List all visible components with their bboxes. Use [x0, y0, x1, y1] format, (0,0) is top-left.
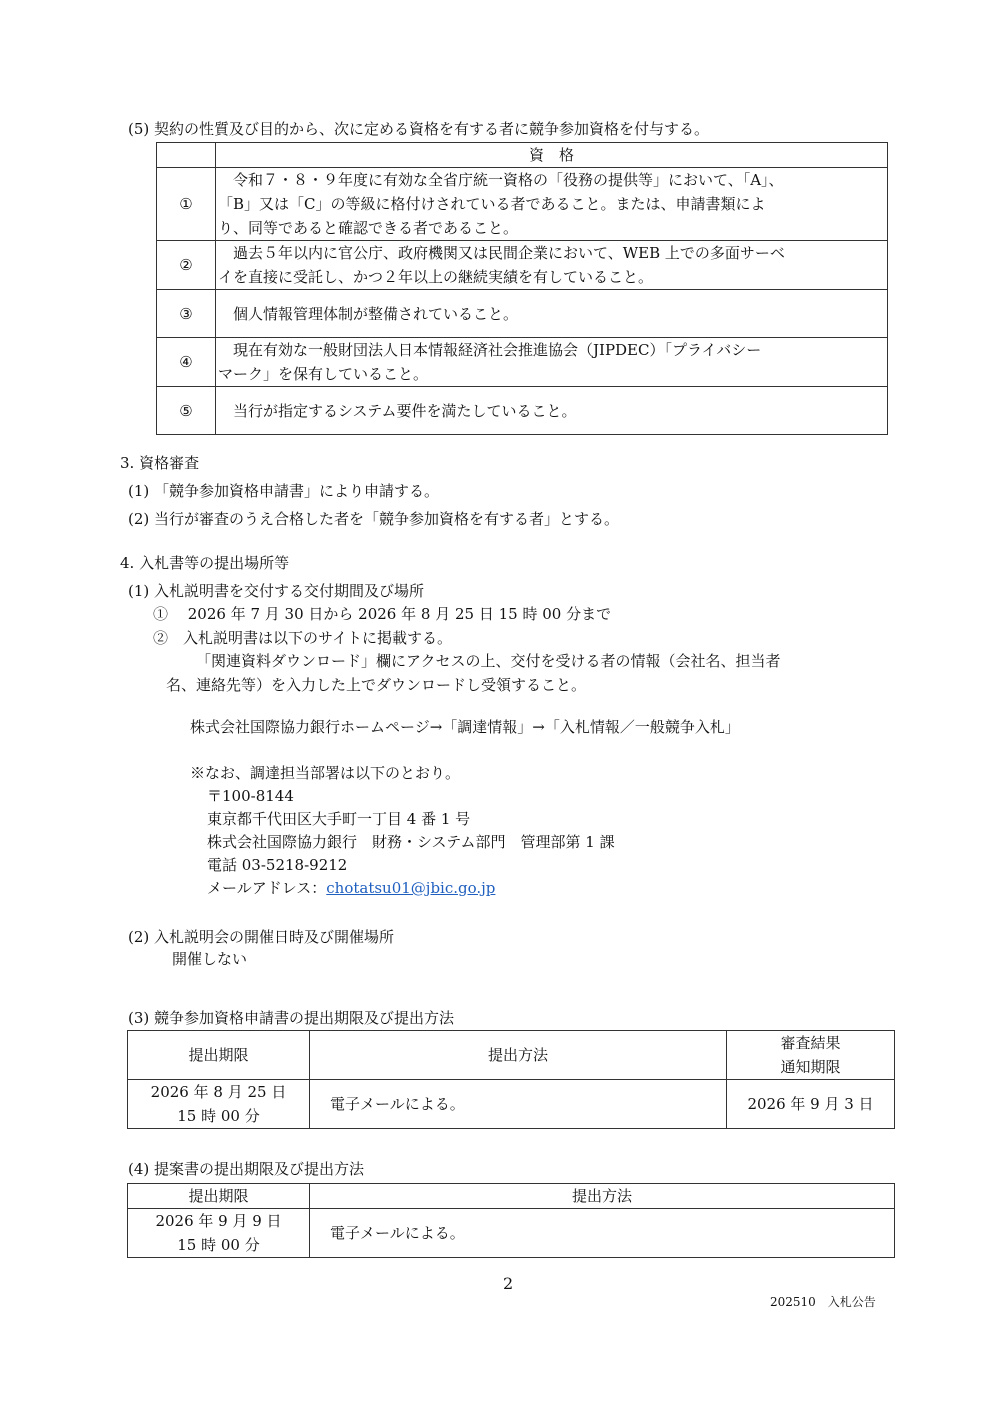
application-deadline-table — [127, 1030, 895, 1129]
row-text: イを直接に受託し、かつ２年以上の継続実績を有していること。 — [218, 268, 654, 286]
row-number: ⑤ — [157, 387, 216, 435]
section4-1-desc: 「関連資料ダウンロード」欄にアクセスの上、交付を受ける者の情報（会社名、担当者 — [196, 652, 781, 670]
section4-heading: 4. 入札書等の提出場所等 — [120, 554, 290, 572]
email-label: メールアドレス： — [207, 879, 327, 897]
table-row — [157, 338, 888, 387]
section3-item1: (1) 「競争参加資格申請書」により申請する。 — [128, 482, 440, 500]
table-row — [128, 1209, 895, 1258]
section4-2-heading: (2) 入札説明会の開催日時及び開催場所 — [128, 928, 395, 946]
table-row — [157, 387, 888, 435]
section4-3-heading: (3) 競争参加資格申請書の提出期限及び提出方法 — [128, 1009, 455, 1027]
section4-2-value: 開催しない — [172, 950, 248, 968]
section4-1-item2: ② 入札説明書は以下のサイトに掲載する。 — [153, 629, 452, 647]
method-text: 電子メールによる。 — [330, 1224, 465, 1242]
contact-email-row — [207, 881, 495, 896]
row-text: 過去５年以内に官公庁、政府機関又は民間企業において、WEB 上での多面サーベ — [218, 244, 785, 262]
row-number: ③ — [157, 290, 216, 338]
email-link[interactable]: chotatsu01@jbic.go.jp — [326, 879, 496, 897]
page-number: 2 — [503, 1274, 514, 1293]
document-code: 202510 入札公告 — [770, 1295, 876, 1309]
qualification-heading: (5) 契約の性質及び目的から、次に定める資格を有する者に競争参加資格を付与する。 — [128, 120, 710, 138]
section4-1-heading: (1) 入札説明書を交付する交付期間及び場所 — [128, 582, 425, 600]
section4-1-item1: ① 2026 年 7 月 30 日から 2026 年 8 月 25 日 15 時 00 分まで — [153, 605, 612, 623]
contact-address: 東京都千代田区大手町一丁目 4 番 1 号 — [207, 810, 471, 828]
qualification-table — [156, 142, 888, 435]
row-number: ④ — [157, 338, 216, 387]
row-number: ② — [157, 241, 216, 290]
contact-postal: 〒100-8144 — [207, 787, 294, 805]
table-row — [157, 168, 888, 241]
row-number: ① — [157, 168, 216, 241]
header-method: 提出方法 — [310, 1031, 727, 1080]
row-text: 「B」又は「C」の等級に格付けされている者であること。または、申請書類によ — [218, 195, 766, 213]
table-row — [128, 1080, 895, 1129]
row-text: 個人情報管理体制が整備されていること。 — [218, 304, 519, 323]
row-text: 当行が指定するシステム要件を満たしていること。 — [218, 401, 577, 420]
header-result: 審査結果 — [780, 1034, 841, 1052]
row-text: マーク」を保有していること。 — [218, 365, 429, 383]
row-text: 令和７・８・９年度に有効な全省庁統一資格の「役務の提供等」において、「A」、 — [218, 171, 784, 189]
proposal-deadline-table — [127, 1183, 895, 1258]
header-method: 提出方法 — [310, 1184, 895, 1209]
deadline-date: 2026 年 8 月 25 日 — [150, 1083, 287, 1101]
section4-1-desc: 名、連絡先等）を入力した上でダウンロードし受領すること。 — [166, 676, 587, 694]
method-text: 電子メールによる。 — [330, 1095, 465, 1113]
qualification-col-header: 資 格 — [216, 143, 888, 168]
deadline-date: 2026 年 9 月 9 日 — [155, 1212, 282, 1230]
row-text: り、同等であると確認できる者であること。 — [218, 219, 519, 237]
table-row — [157, 290, 888, 338]
contact-phone: 電話 03-5218-9212 — [207, 856, 348, 874]
result-date: 2026 年 9 月 3 日 — [727, 1080, 895, 1129]
section3-heading: 3. 資格審査 — [120, 454, 200, 472]
header-deadline: 提出期限 — [128, 1031, 310, 1080]
section3-item2: (2) 当行が審査のうえ合格した者を「競争参加資格を有する者」とする。 — [128, 510, 620, 528]
site-path: 株式会社国際協力銀行ホームページ→「調達情報」→「入札情報／一般競争入札」 — [190, 718, 740, 736]
header-deadline: 提出期限 — [128, 1184, 310, 1209]
contact-department: 株式会社国際協力銀行 財務・システム部門 管理部第 1 課 — [207, 833, 615, 851]
deadline-time: 15 時 00 分 — [177, 1236, 260, 1254]
row-text: 現在有効な一般財団法人日本情報経済社会推進協会（JIPDEC）「プライバシー — [218, 341, 762, 359]
contact-note: ※なお、調達担当部署は以下のとおり。 — [190, 764, 461, 782]
deadline-time: 15 時 00 分 — [177, 1107, 260, 1125]
section4-4-heading: (4) 提案書の提出期限及び提出方法 — [128, 1160, 365, 1178]
header-result: 通知期限 — [780, 1058, 841, 1076]
table-row — [157, 241, 888, 290]
